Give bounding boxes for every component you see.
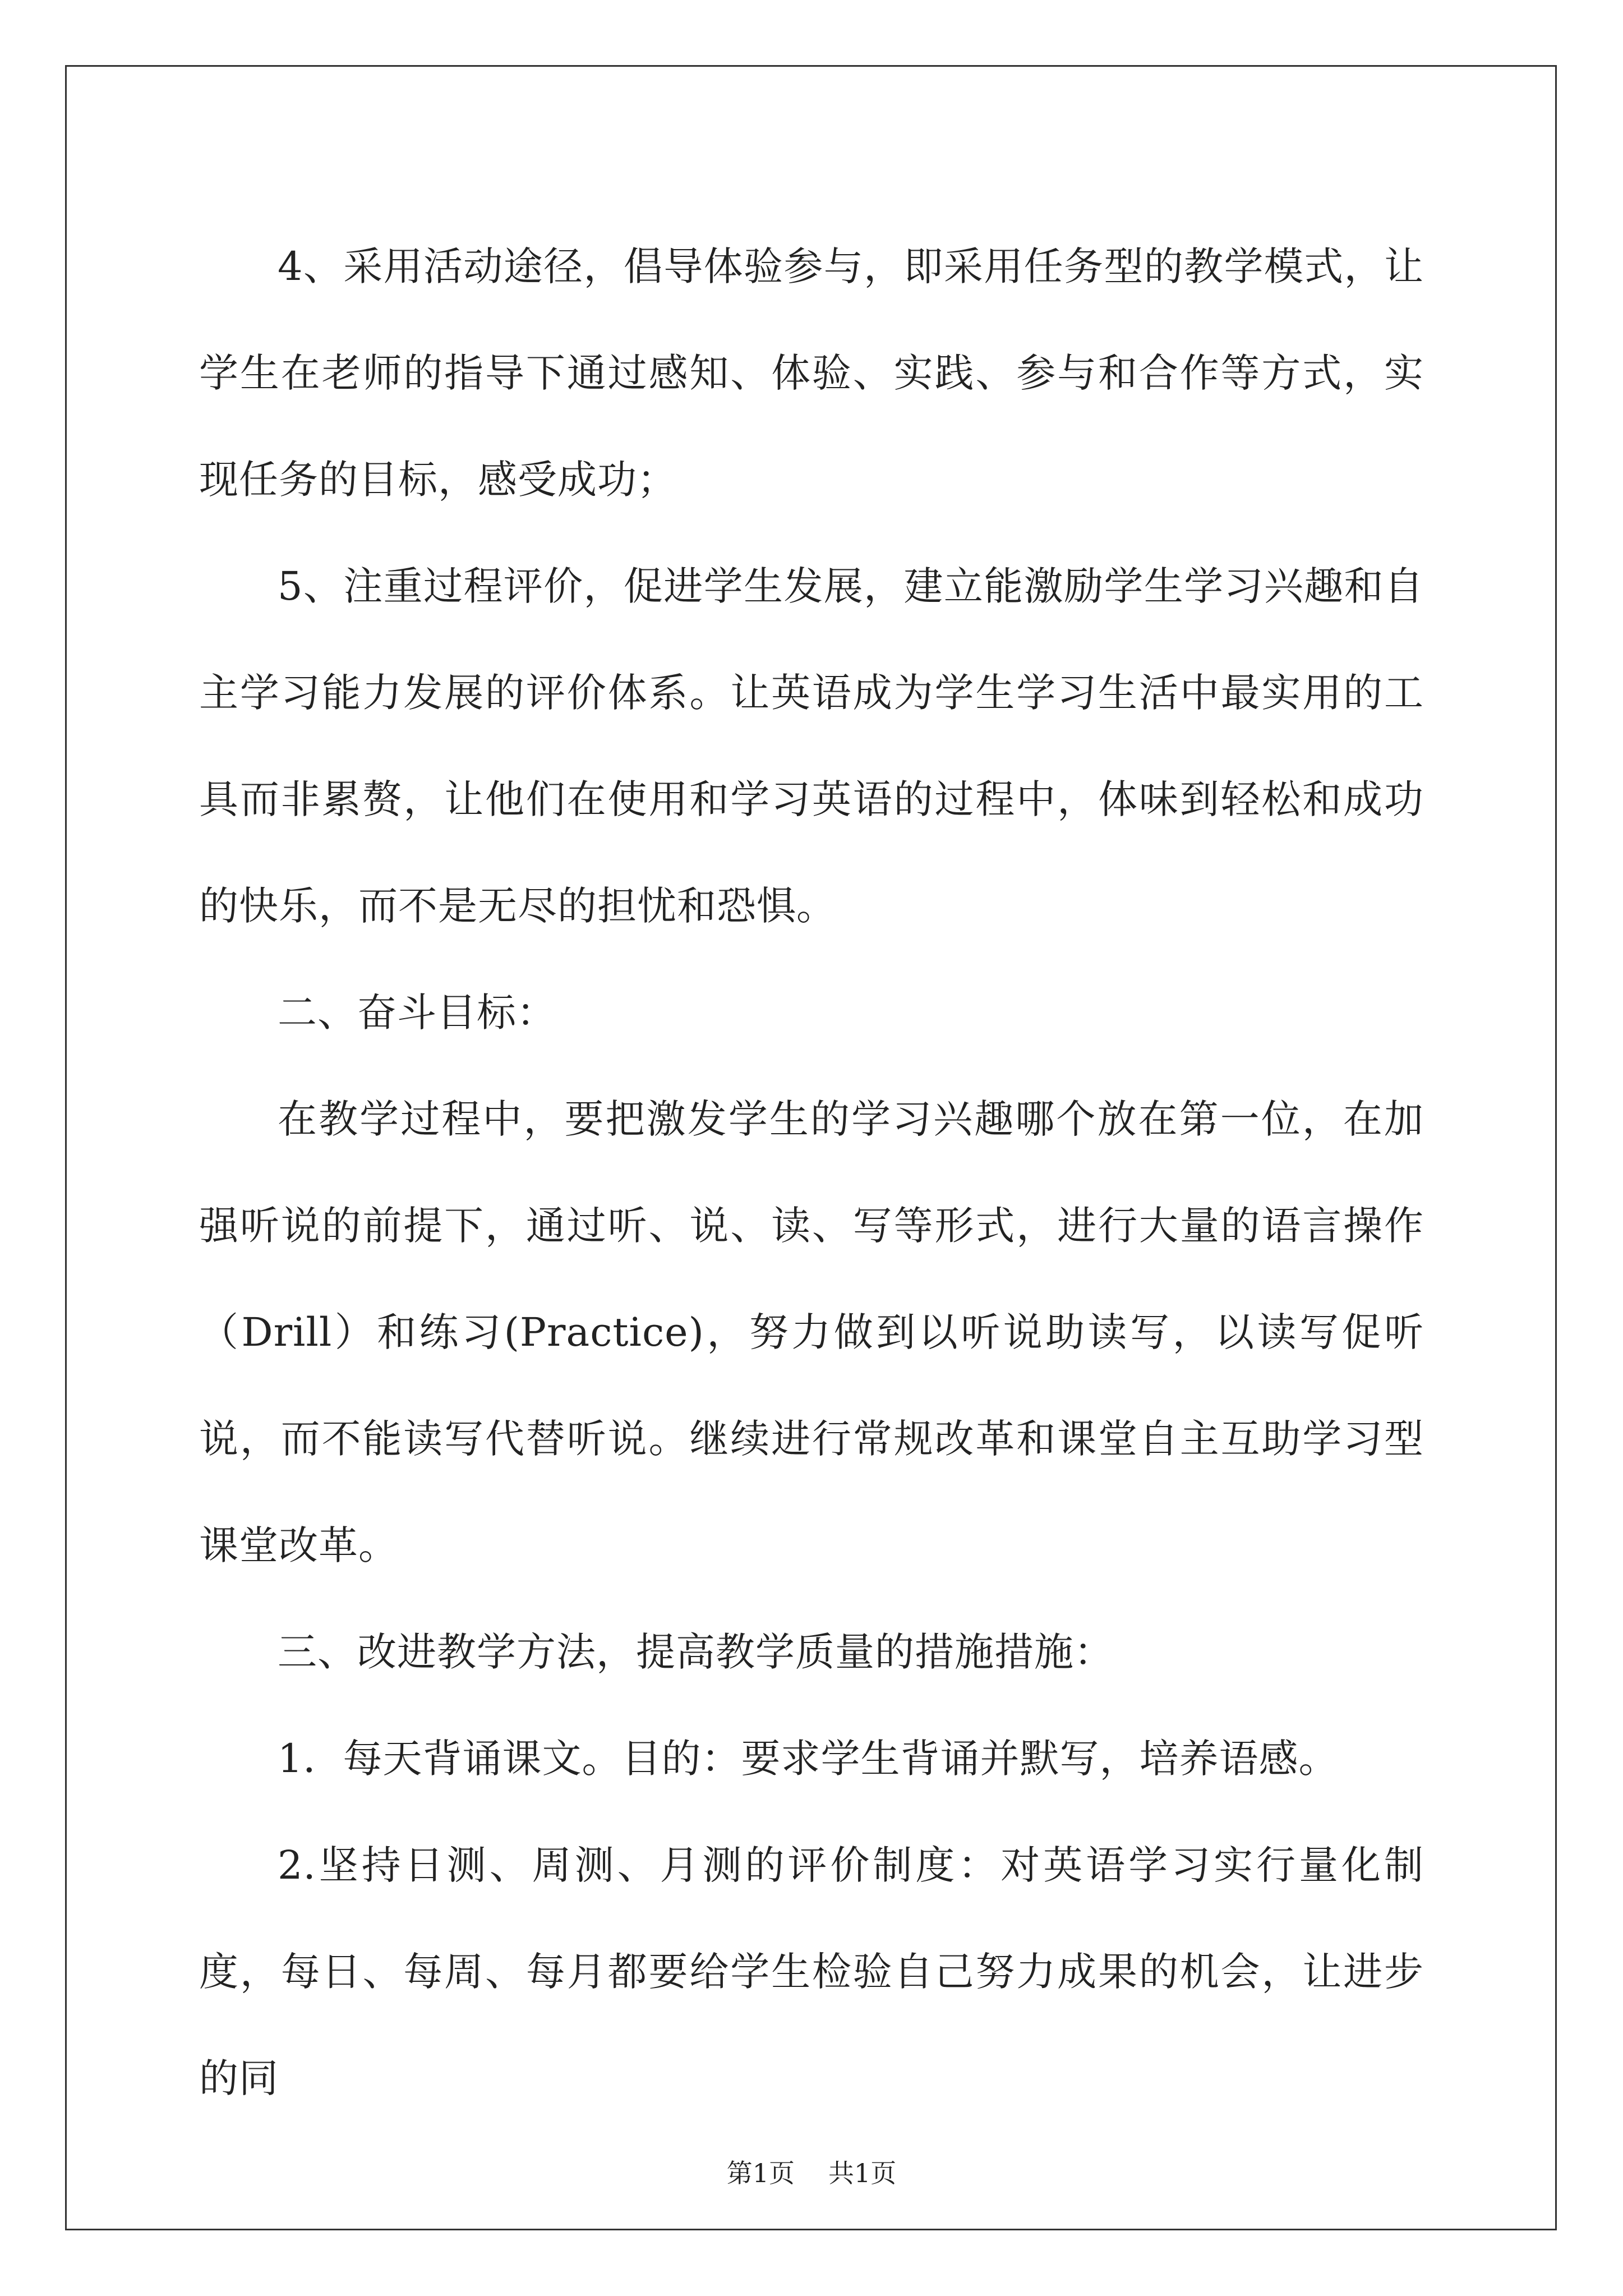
page-footer	[0, 2153, 1623, 2190]
page-number-current: 第1页	[726, 2158, 795, 2188]
section-heading-methods: 三、改进教学方法，提高教学质量的措施措施：	[278, 1629, 1114, 1675]
page-number-total: 共1页	[828, 2158, 897, 2188]
section-heading-goals: 二、奋斗目标：	[278, 990, 556, 1036]
paragraph-goals: 在教学过程中，要把激发学生的学习兴趣哪个放在第一位，在加强听说的前提下，通过听、说、读、写等形式，进行大量的语言操作（Drill）和练习(Practice)，努力做到以听说助读写，以读写促听说，而不能读写代替听说。继续进行常规改革和课堂自主互助学习型课堂改革。	[199, 1096, 1424, 1568]
paragraph-item-5: 5、注重过程评价，促进学生发展，建立能激励学生学习兴趣和自主学习能力发展的评价体系。让英语成为学生学习生活中最实用的工具而非累赘，让他们在使用和学习英语的过程中，体味到轻松和成功的快乐，而不是无尽的担忧和恐惧。	[199, 563, 1424, 929]
document-body	[199, 213, 1424, 2132]
paragraph-method-2: 2.坚持日测、周测、月测的评价制度：对英语学习实行量化制度，每日、每周、每月都要给学生检验自己努力成果的机会，让进步的同	[199, 1842, 1424, 2101]
paragraph-item-4: 4、采用活动途径，倡导体验参与，即采用任务型的教学模式，让学生在老师的指导下通过感知、体验、实践、参与和合作等方式，实现任务的目标，感受成功；	[199, 243, 1424, 503]
paragraph-method-1: 1．每天背诵课文。目的：要求学生背诵并默写，培养语感。	[278, 1736, 1339, 1782]
